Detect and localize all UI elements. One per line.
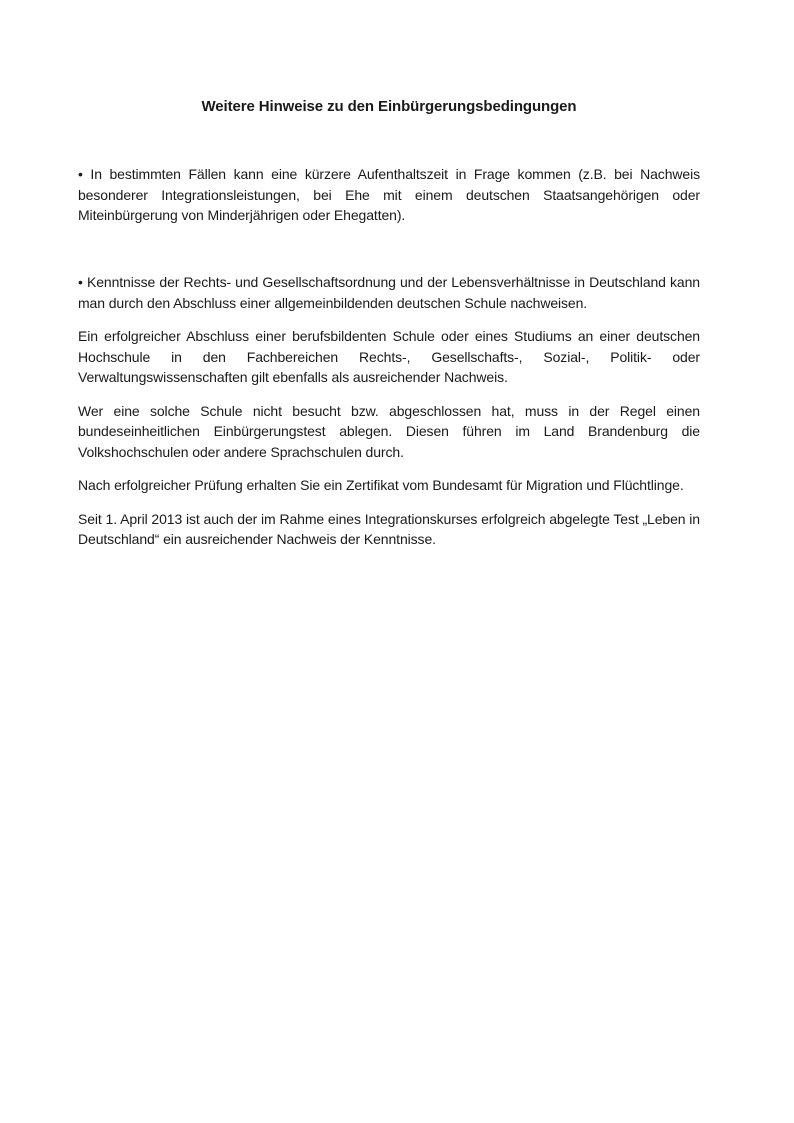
bullet-paragraph [78, 272, 700, 313]
paragraph: Wer eine solche Schule nicht besucht bzw. abgeschlossen hat, muss in der Regel einen bundeseinheitlichen Einbürgerungstest ablegen. Diesen führen im Land Brandenburg die Volkshochschulen oder andere Sprachschulen durch. [78, 402, 700, 460]
bullet-marker: • [78, 166, 91, 182]
paragraph-text: Kenntnisse der Rechts- und Gesellschaftsordnung und der Lebensverhältnisse in Deutschland kann man durch den Abschluss einer allgemeinbildenden deutschen Schule nachweisen. [78, 274, 700, 311]
paragraph: Nach erfolgreicher Prüfung erhalten Sie ein Zertifikat vom Bundesamt für Migration und Flüchtlinge. [78, 477, 684, 493]
paragraph-text: In bestimmten Fällen kann eine kürzere Aufenthaltszeit in Frage kommen (z.B. bei Nachweis besonderer Integrationsleistungen, bei Ehe mit einem deutschen Staatsangehörigen oder Miteinbürgerung von Minderjährigen oder Ehegatten). [78, 166, 700, 223]
paragraph: Ein erfolgreicher Abschluss einer berufsbildenten Schule oder eines Studiums an einer deutschen Hochschule in den Fachbereichen Rechts-, Gesellschafts-, Sozial-, Politik- oder Verwaltungswissenschaften gilt ebenfalls als ausreichender Nachweis. [78, 328, 700, 385]
document-title: Weitere Hinweise zu den Einbürgerungsbedingungen [201, 98, 577, 115]
paragraph: Seit 1. April 2013 ist auch der im Rahme eines Integrationskurses erfolgreich abgelegte Test „Leben in Deutschland“ ein ausreichender Nachweis der Kenntnisse. [78, 510, 700, 547]
bullet-marker: • [78, 274, 87, 290]
bullet-paragraph [78, 164, 700, 226]
